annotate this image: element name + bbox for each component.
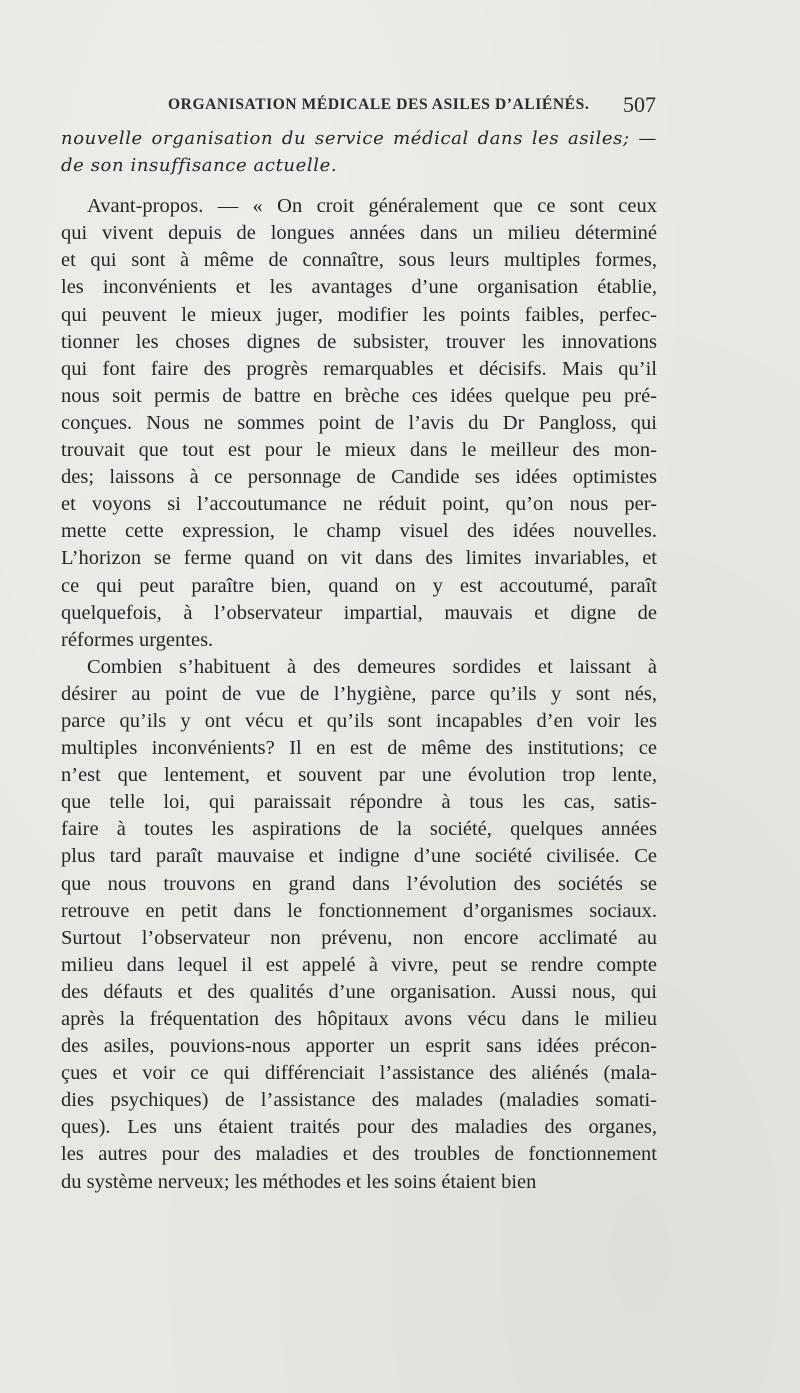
text-line: les autres pour des maladies et des troubles de fonctionnement [61,1143,657,1166]
text-line: qui vivent depuis de longues années dans un milieu déterminé [61,222,657,245]
text-line: les inconvénients et les avantages d’une organisation établie, [61,276,657,299]
text-line: désirer au point de vue de l’hygiène, parce qu’ils y sont nés, [61,682,657,705]
text-line: retrouve en petit dans le fonctionnement d’organismes sociaux. [61,899,657,922]
text-line: des asiles, pouvions-nous apporter un esprit sans idées précon- [61,1035,657,1058]
page-header [168,92,656,122]
text-line: multiples inconvénients? Il en est de même des institutions; ce [61,737,657,760]
text-line: du système nerveux; les méthodes et les soins étaient bien [61,1170,537,1193]
text-line: nous soit permis de battre en brèche ces idées quelque peu pré- [61,384,657,407]
text-line: qui peuvent le mieux juger, modifier les points faibles, perfec- [61,303,657,326]
section-heading-line: de son insuffisance actuelle. [61,155,338,177]
text-line: des; laissons à ce personnage de Candide ses idées optimistes [61,466,657,489]
text-line: parce qu’ils y ont vécu et qu’ils sont incapables d’en voir les [61,709,657,732]
text-line: qui font faire des progrès remarquables et décisifs. Mais qu’il [61,357,657,380]
text-line: plus tard paraît mauvaise et indigne d’une société civilisée. Ce [61,845,657,868]
text-line: L’horizon se ferme quand on vit dans des limites invariables, et [61,547,657,570]
text-line: que telle loi, qui paraissait répondre à tous les cas, satis- [61,791,657,814]
text-line: çues et voir ce qui différenciait l’assistance des aliénés (mala- [61,1062,657,1085]
text-line: trouvait que tout est pour le mieux dans le meilleur des mon- [61,439,657,462]
text-line: conçues. Nous ne sommes point de l’avis du Dr Pangloss, qui [61,411,657,434]
text-line: après la fréquentation des hôpitaux avons vécu dans le milieu [61,1008,657,1030]
text-line: quelquefois, à l’observateur impartial, mauvais et digne de [61,601,657,624]
text-line: et qui sont à même de connaître, sous leurs multiples formes, [61,249,657,272]
text-line: Avant-propos. — « On croit généralement que ce sont ceux [87,195,657,218]
text-line: Surtout l’observateur non prévenu, non encore acclimaté au [61,926,657,949]
text-line: des défauts et des qualités d’une organisation. Aussi nous, qui [61,980,657,1003]
text-line: que nous trouvons en grand dans l’évolution des sociétés se [61,872,657,895]
text-line: dies psychiques) de l’assistance des malades (maladies somati- [61,1089,657,1112]
text-line: et voyons si l’accoutumance ne réduit point, qu’on nous per- [61,493,657,516]
text-line: ques). Les uns étaient traités pour des maladies des organes, [61,1116,657,1139]
text-line: milieu dans lequel il est appelé à vivre, peut se rendre compte [61,953,657,976]
text-line: ce qui peut paraître bien, quand on y est accoutumé, paraît [61,574,657,597]
page-number: 507 [623,92,656,117]
section-heading-line: nouvelle organisation du service médical dans les asiles; — [61,128,657,149]
text-line: réformes urgentes. [61,628,214,651]
running-title: ORGANISATION MÉDICALE DES ASILES D’ALIÉNÉS. [168,96,590,113]
text-line: tionner les choses dignes de subsister, trouver les innovations [61,330,657,353]
body-text [61,125,657,1196]
text-line: n’est que lentement, et souvent par une évolution trop lente, [61,764,657,787]
paragraph-avant-propos [61,193,657,654]
text-line: Combien s’habituent à des demeures sordides et laissant à [87,655,657,678]
text-line: mette cette expression, le champ visuel des idées nouvelles. [61,520,657,543]
text-line: faire à toutes les aspirations de la société, quelques années [61,818,657,841]
paragraph-combien [61,654,657,1196]
